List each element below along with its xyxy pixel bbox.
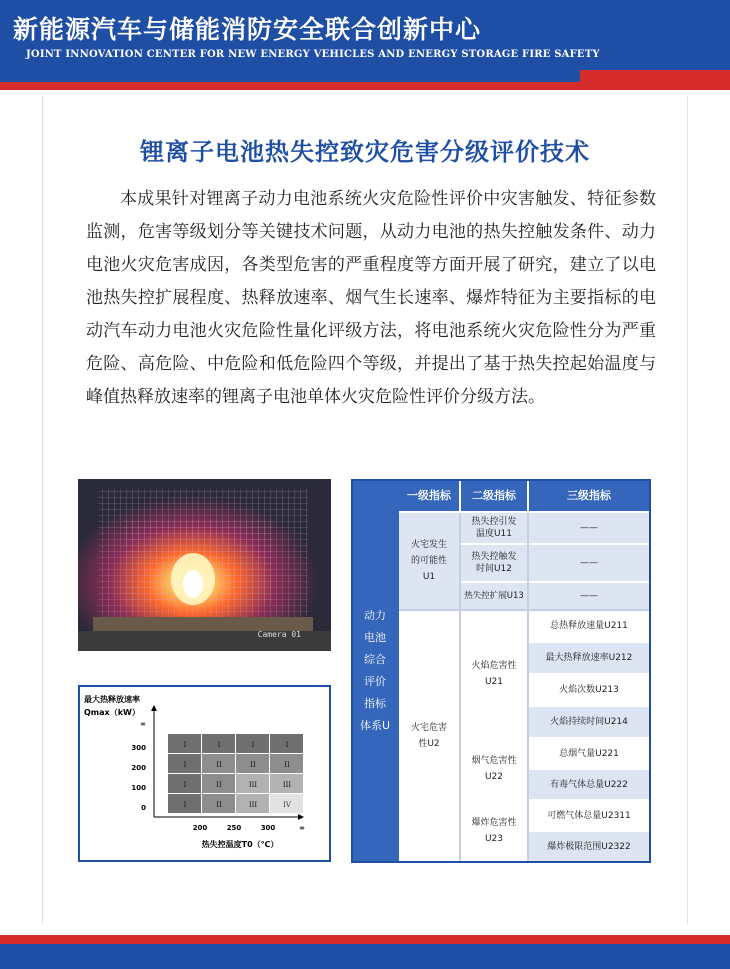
camera-label: Camera 01 [257, 630, 301, 639]
u22-line-2: U22 [484, 772, 504, 782]
y-tick-label: ∞ [140, 720, 146, 728]
u1-line-3: U1 [422, 572, 436, 582]
u13-label: 热失控扩展U13 [461, 583, 527, 609]
u12-line-1: 热失控触发 [471, 552, 517, 562]
u2-line-1: 火宅危害 [410, 723, 447, 733]
header-level-2: 二级指标 [461, 481, 527, 511]
body-paragraph: 本成果针对锂离子动力电池系统火灾危险性评价中灾害触发、特征参数监测，危害等级划分等关键技术问题，从动力电池的热失控触发条件、动力电池火灾危害成因，各类型危害的严重程度等方面开展了研究，建立了以电池热失控扩展程度、热释放速率、烟气生长速率、爆炸特征为主要指标的电动汽车动力电池火灾危险性量化评级方法，将电池系统火灾危险性分为严重危险、高危险、中危险和低危险四个等级，并提出了基于热失控起始温度与峰值热释放速率的锂离子电池单体火灾危险性评价分级方法。 [86, 189, 656, 407]
u13-value: —— [529, 583, 649, 609]
u213-item: 火焰次数U213 [529, 675, 649, 705]
u2-line-2: 性U2 [418, 739, 440, 749]
grade-label: II [216, 761, 222, 769]
u221-item: 总烟气量U221 [529, 739, 649, 768]
side-line-2: 电池 [364, 631, 386, 644]
u21-label [461, 611, 527, 737]
u212-item: 最大热释放速率U212 [529, 643, 649, 673]
table-side-label [353, 481, 397, 861]
hazard-grade-svg [80, 687, 329, 860]
u23-line-2: U23 [484, 834, 504, 844]
y-tick-label: 200 [131, 764, 146, 772]
u2311-item: 可燃气体总量U2311 [529, 801, 649, 830]
header-level-3: 三级指标 [529, 481, 649, 511]
u12-line-2: 时间U12 [475, 564, 513, 574]
chart-xlabel: 热失控温度T0（℃） [201, 840, 279, 849]
footer-red-line [0, 935, 730, 944]
hazard-grade-chart [78, 685, 331, 862]
x-tick-label: 300 [260, 824, 276, 832]
fire-test-illustration [78, 479, 331, 651]
u22-label [461, 739, 527, 799]
grade-label: III [248, 801, 258, 809]
x-axis-arrow [298, 814, 304, 820]
u11-line-2: 温度U11 [475, 529, 513, 539]
y-tick-label: 0 [141, 804, 146, 812]
table-divider-1 [459, 513, 461, 861]
chart-ylabel-2: Qmax（kW） [84, 708, 140, 717]
grade-label: I [285, 741, 289, 749]
chart-ylabel-1: 最大热释放速率 [84, 695, 140, 704]
u23-label [461, 801, 527, 861]
header-title-en: JOINT INNOVATION CENTER FOR NEW ENERGY VEHICLES AND ENERGY STORAGE FIRE SAFETY [26, 49, 600, 60]
grade-label: I [183, 741, 187, 749]
fire-test-photo [78, 479, 331, 651]
u1-line-1: 火宅发生 [410, 540, 447, 550]
u23-line-1: 爆炸危害性 [471, 818, 517, 828]
grade-label: II [284, 761, 290, 769]
u11-value: —— [529, 513, 649, 543]
u22-line-1: 烟气危害性 [471, 756, 517, 766]
grade-label: II [216, 781, 222, 789]
side-line-5: 指标 [364, 697, 386, 710]
y-ticks [131, 720, 146, 812]
grade-label: II [216, 801, 222, 809]
x-ticks [193, 824, 305, 832]
y-tick-label: 100 [131, 784, 146, 792]
header-banner [0, 0, 730, 78]
u214-item: 火焰持续时间U214 [529, 707, 649, 737]
u2322-item: 爆炸极限范围U2322 [529, 832, 649, 861]
grade-label: I [217, 741, 221, 749]
side-line-4: 评价 [364, 675, 386, 688]
u2-label [399, 611, 459, 861]
grade-label: I [183, 781, 187, 789]
header-red-accent [580, 70, 730, 82]
table-divider-2 [527, 513, 529, 861]
table-divider-3 [399, 609, 649, 611]
u11-line-1: 热失控引发 [471, 517, 517, 527]
x-tick-label: ∞ [299, 824, 305, 832]
u1-label [399, 513, 459, 609]
u21-line-1: 火焰危害性 [471, 661, 517, 671]
side-line-3: 综合 [364, 653, 386, 666]
hazard-grid [168, 734, 303, 813]
u21-line-2: U21 [484, 677, 504, 687]
x-tick-label: 200 [192, 824, 208, 832]
y-tick-label: 300 [131, 744, 146, 752]
header-level-1: 一级指标 [399, 481, 459, 511]
table-divider-side [397, 481, 399, 861]
side-line-6: 体系U [359, 719, 391, 732]
u12-label [461, 545, 527, 581]
u12-value: —— [529, 545, 649, 581]
grade-label: III [282, 781, 292, 789]
u222-item: 有毒气体总量U222 [529, 770, 649, 799]
grade-label: IV [283, 801, 291, 809]
indicator-table [351, 479, 651, 863]
grade-label: I [251, 741, 255, 749]
u211-item: 总热释放速量U211 [529, 611, 649, 641]
grade-label: I [183, 801, 187, 809]
header-red-line [0, 82, 730, 90]
y-axis-arrow [151, 705, 157, 711]
grade-label: III [248, 781, 258, 789]
u1-line-2: 的可能性 [410, 556, 447, 566]
u11-label [461, 513, 527, 543]
grade-label: I [183, 761, 187, 769]
header-title-cn: 新能源汽车与储能消防安全联合创新中心 [13, 15, 482, 44]
grade-label: II [250, 761, 256, 769]
x-tick-label: 250 [226, 824, 242, 832]
side-line-1: 动力 [364, 609, 386, 622]
page-title: 锂离子电池热失控致灾危害分级评价技术 [140, 138, 590, 166]
